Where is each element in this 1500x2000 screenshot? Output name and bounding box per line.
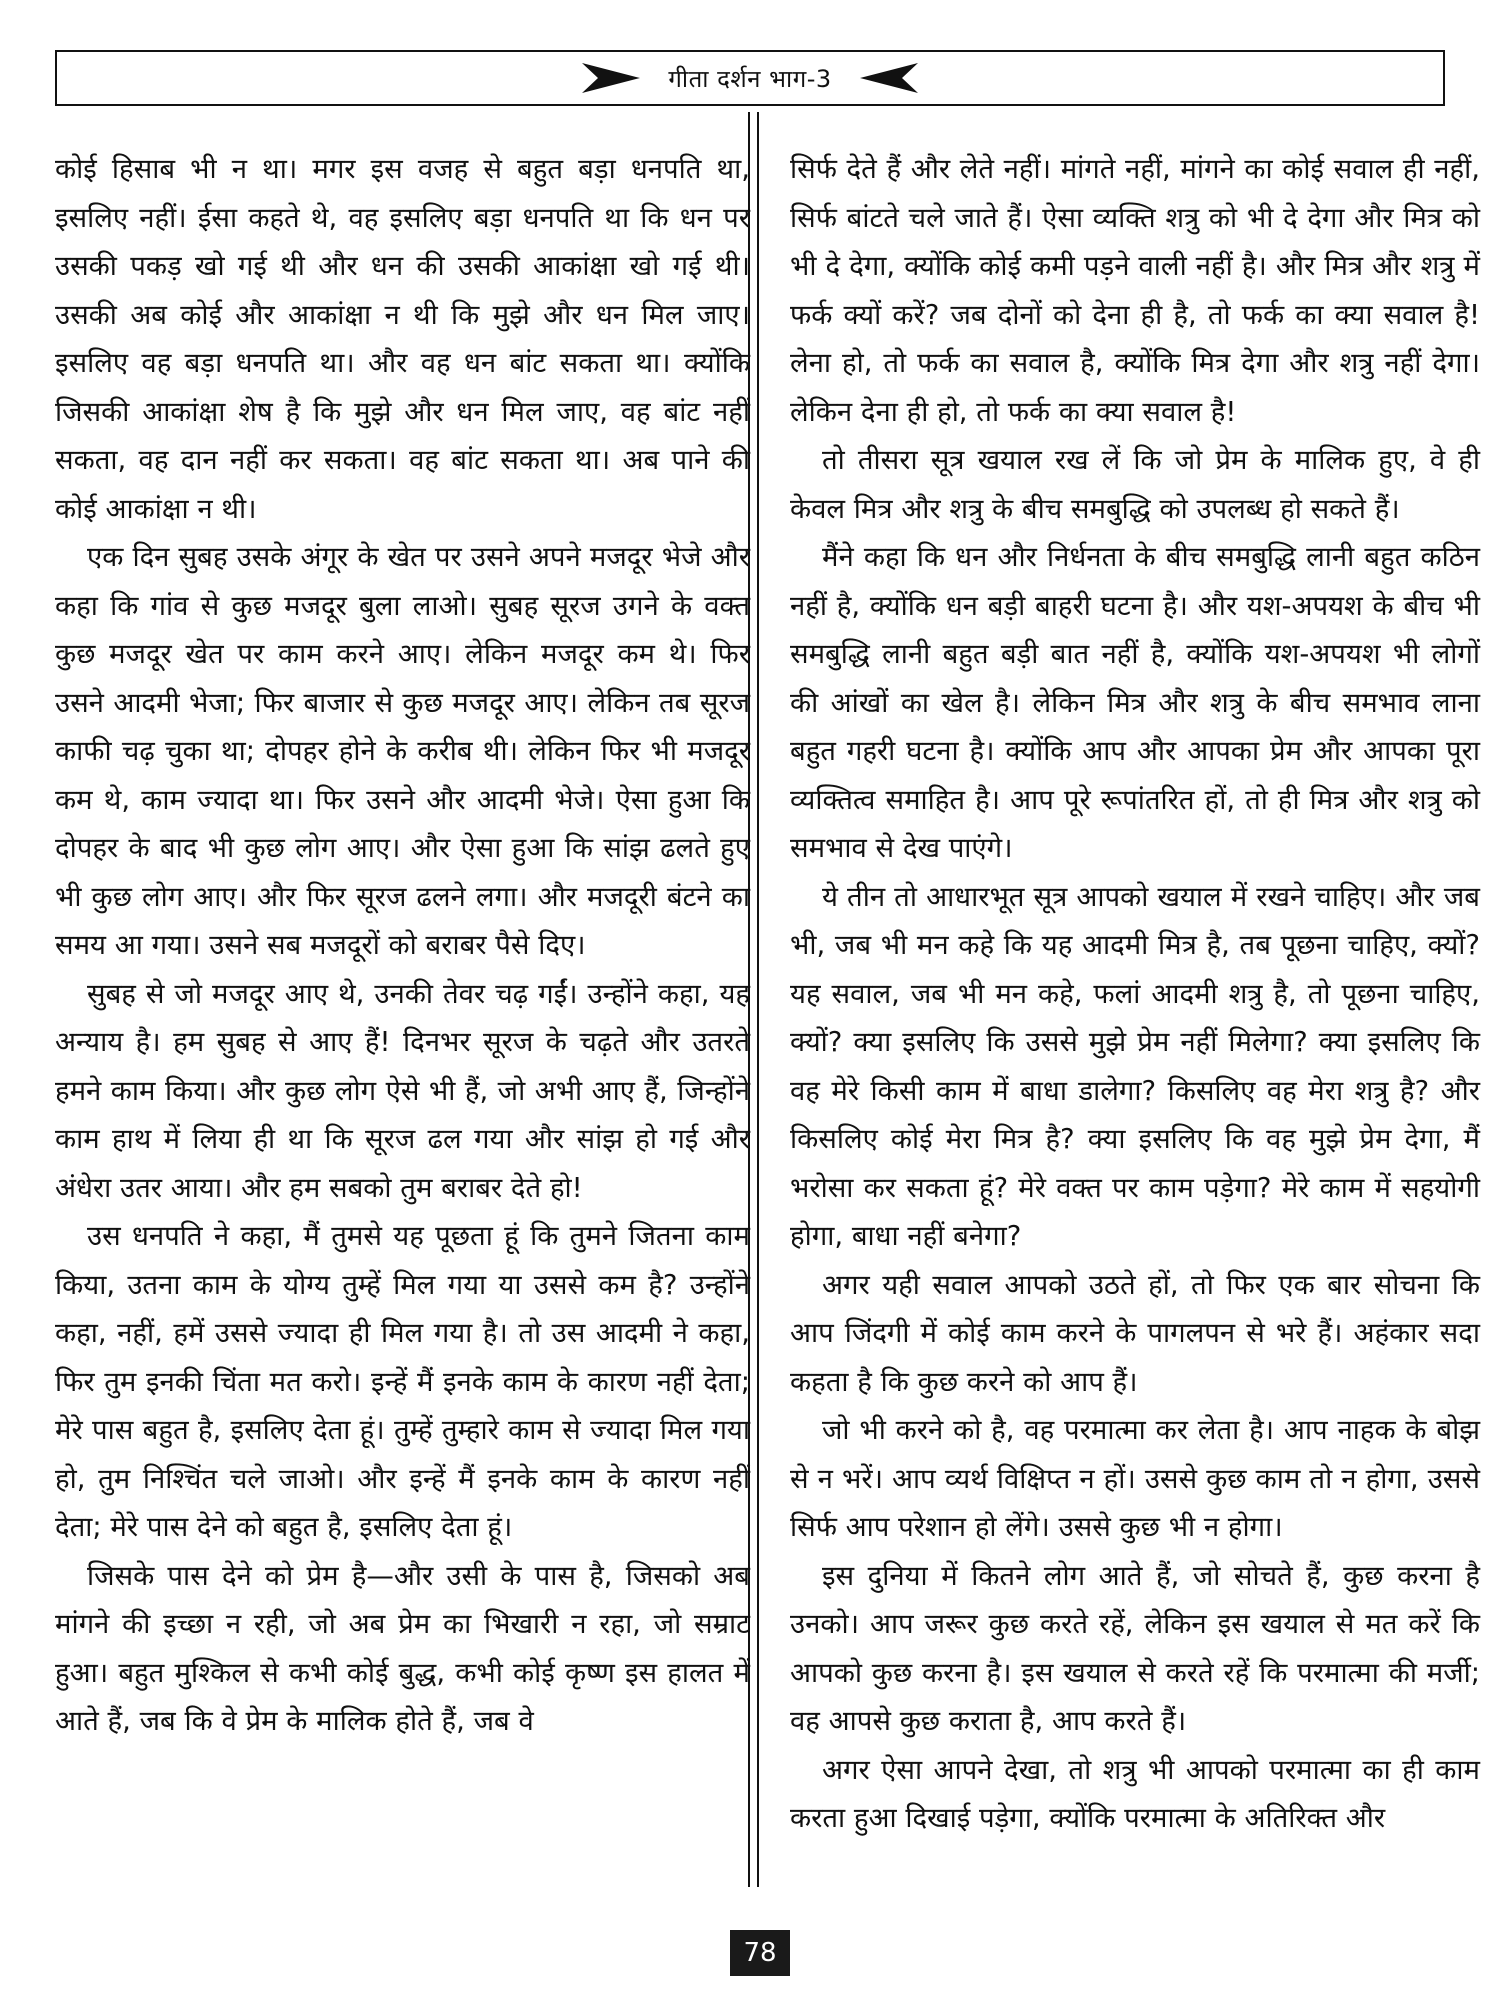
paragraph: तो तीसरा सूत्र खयाल रख लें कि जो प्रेम के मालिक हुए, वे ही केवल मित्र और शत्रु के बीच समबुद्धि को उपलब्ध हो सकते हैं। [790,444,1480,525]
paragraph: सिर्फ देते हैं और लेते नहीं। मांगते नहीं, मांगने का कोई सवाल ही नहीं, सिर्फ बांटते चले जाते हैं। ऐसा व्यक्ति शत्रु को भी दे देगा और मित्र को भी दे देगा, क्योंकि कोई कमी पड़ने वाली नहीं है। और मित्र और शत्रु में फर्क क्यों करें? जब दोनों को देना ही है, तो फर्क का क्या सवाल है! लेना हो, तो फर्क का सवाल है, क्योंकि मित्र देगा और शत्रु नहीं देगा। लेकिन देना ही हो, तो फर्क का क्या सवाल है! [790,153,1480,428]
paragraph: कोई हिसाब भी न था। मगर इस वजह से बहुत बड़ा धनपति था, इसलिए नहीं। ईसा कहते थे, वह इसलिए बड़ा धनपति था कि धन पर उसकी पकड़ खो गई थी और धन की उसकी आकांक्षा खो गई थी। उसकी अब कोई और आकांक्षा न थी कि मुझे और धन मिल जाए। इसलिए वह बड़ा धनपति था। और वह धन बांट सकता था। क्योंकि जिसकी आकांक्षा शेष है कि मुझे और धन मिल जाए, वह बांट नहीं सकता, वह दान नहीं कर सकता। वह बांट सकता था। अब पाने की कोई आकांक्षा न थी। [55,153,750,525]
paragraph: सुबह से जो मजदूर आए थे, उनकी तेवर चढ़ गईं। उन्होंने कहा, यह अन्याय है। हम सुबह से आए हैं! दिनभर सूरज के चढ़ते और उतरते हमने काम किया। और कुछ लोग ऐसे भी हैं, जो अभी आए हैं, जिन्होंने काम हाथ में लिया ही था कि सूरज ढल गया और सांझ हो गई और अंधेरा उतर आया। और हम सबको तुम बराबर देते हो! [55,977,750,1204]
paragraph: अगर यही सवाल आपको उठते हों, तो फिर एक बार सोचना कि आप जिंदगी में कोई काम करने के पागलपन से भरे हैं। अहंकार सदा कहता है कि कुछ करने को आप हैं। [790,1268,1480,1398]
page-number: 78 [730,1930,790,1976]
paragraph: ये तीन तो आधारभूत सूत्र आपको खयाल में रखने चाहिए। और जब भी, जब भी मन कहे कि यह आदमी मित्र है, तब पूछना चाहिए, क्यों? यह सवाल, जब भी मन कहे, फलां आदमी शत्रु है, तो पूछना चाहिए, क्यों? क्या इसलिए कि उससे मुझे प्रेम नहीं मिलेगा? क्या इसलिए कि वह मेरे किसी काम में बाधा डालेगा? किसलिए वह मेरा शत्रु है? और किसलिए कोई मेरा मित्र है? क्या इसलिए कि वह मुझे प्रेम देगा, मैं भरोसा कर सकता हूं? मेरे वक्त पर काम पड़ेगा? मेरे काम में सहयोगी होगा, बाधा नहीं बनेगा? [790,880,1480,1252]
paragraph: इस दुनिया में कितने लोग आते हैं, जो सोचते हैं, कुछ करना है उनको। आप जरूर कुछ करते रहें, लेकिन इस खयाल से मत करें कि आपको कुछ करना है। इस खयाल से करते रहें कि परमात्मा की मर्जी; वह आपसे कुछ कराता है, आप करते हैं। [790,1559,1480,1737]
left-column [55,145,750,1746]
paragraph: अगर ऐसा आपने देखा, तो शत्रु भी आपको परमात्मा का ही काम करता हुआ दिखाई पड़ेगा, क्योंकि परमात्मा के अतिरिक्त और [790,1753,1480,1834]
left-arrow-ornament-icon [858,61,920,95]
right-arrow-ornament-icon [580,61,642,95]
paragraph: जो भी करने को है, वह परमात्मा कर लेता है। आप नाहक के बोझ से न भरें। आप व्यर्थ विक्षिप्त न हों। उससे कुछ काम तो न होगा, उससे सिर्फ आप परेशान हो लेंगे। उससे कुछ भी न होगा। [790,1414,1480,1543]
paragraph: जिसके पास देने को प्रेम है—और उसी के पास है, जिसको अब मांगने की इच्छा न रही, जो अब प्रेम का भिखारी न रहा, जो सम्राट हुआ। बहुत मुश्किल से कभी कोई बुद्ध, कभी कोई कृष्ण इस हालत में आते हैं, जब कि वे प्रेम के मालिक होते हैं, जब वे [55,1559,750,1737]
column-divider-right [757,112,759,1887]
running-header [55,50,1445,106]
book-title: गीता दर्शन भाग-3 [668,64,832,93]
paragraph: मैंने कहा कि धन और निर्धनता के बीच समबुद्धि लानी बहुत कठिन नहीं है, क्योंकि धन बड़ी बाहरी घटना है। और यश-अपयश के बीच भी समबुद्धि लानी बहुत बड़ी बात नहीं है, क्योंकि यश-अपयश भी लोगों की आंखों का खेल है। लेकिन मित्र और शत्रु के बीच समभाव लाना बहुत गहरी घटना है। क्योंकि आप और आपका प्रेम और आपका पूरा व्यक्तित्व समाहित है। आप पूरे रूपांतरित हों, तो ही मित्र और शत्रु को समभाव से देख पाएंगे। [790,541,1480,864]
paragraph: एक दिन सुबह उसके अंगूर के खेत पर उसने अपने मजदूर भेजे और कहा कि गांव से कुछ मजदूर बुला लाओ। सुबह सूरज उगने के वक्त कुछ मजदूर खेत पर काम करने आए। लेकिन मजदूर कम थे। फिर उसने आदमी भेजा; फिर बाजार से कुछ मजदूर आए। लेकिन तब सूरज काफी चढ़ चुका था; दोपहर होने के करीब थी। लेकिन फिर भी मजदूर कम थे, काम ज्यादा था। फिर उसने और आदमी भेजे। ऐसा हुआ कि दोपहर के बाद भी कुछ लोग आए। और ऐसा हुआ कि सांझ ढलते हुए भी कुछ लोग आए। और फिर सूरज ढलने लगा। और मजदूरी बंटने का समय आ गया। उसने सब मजदूरों को बराबर पैसे दिए। [55,541,750,961]
paragraph: उस धनपति ने कहा, मैं तुमसे यह पूछता हूं कि तुमने जितना काम किया, उतना काम के योग्य तुम्हें मिल गया या उससे कम है? उन्होंने कहा, नहीं, हमें उससे ज्यादा ही मिल गया है। तो उस आदमी ने कहा, फिर तुम इनकी चिंता मत करो। इन्हें मैं इनके काम के कारण नहीं देता; मेरे पास बहुत है, इसलिए देता हूं। तुम्हें तुम्हारे काम से ज्यादा मिल गया हो, तुम निश्चिंत चले जाओ। और इन्हें मैं इनके काम के कारण नहीं देता; मेरे पास देने को बहुत है, इसलिए देता हूं। [55,1220,750,1543]
right-column [790,145,1480,1843]
